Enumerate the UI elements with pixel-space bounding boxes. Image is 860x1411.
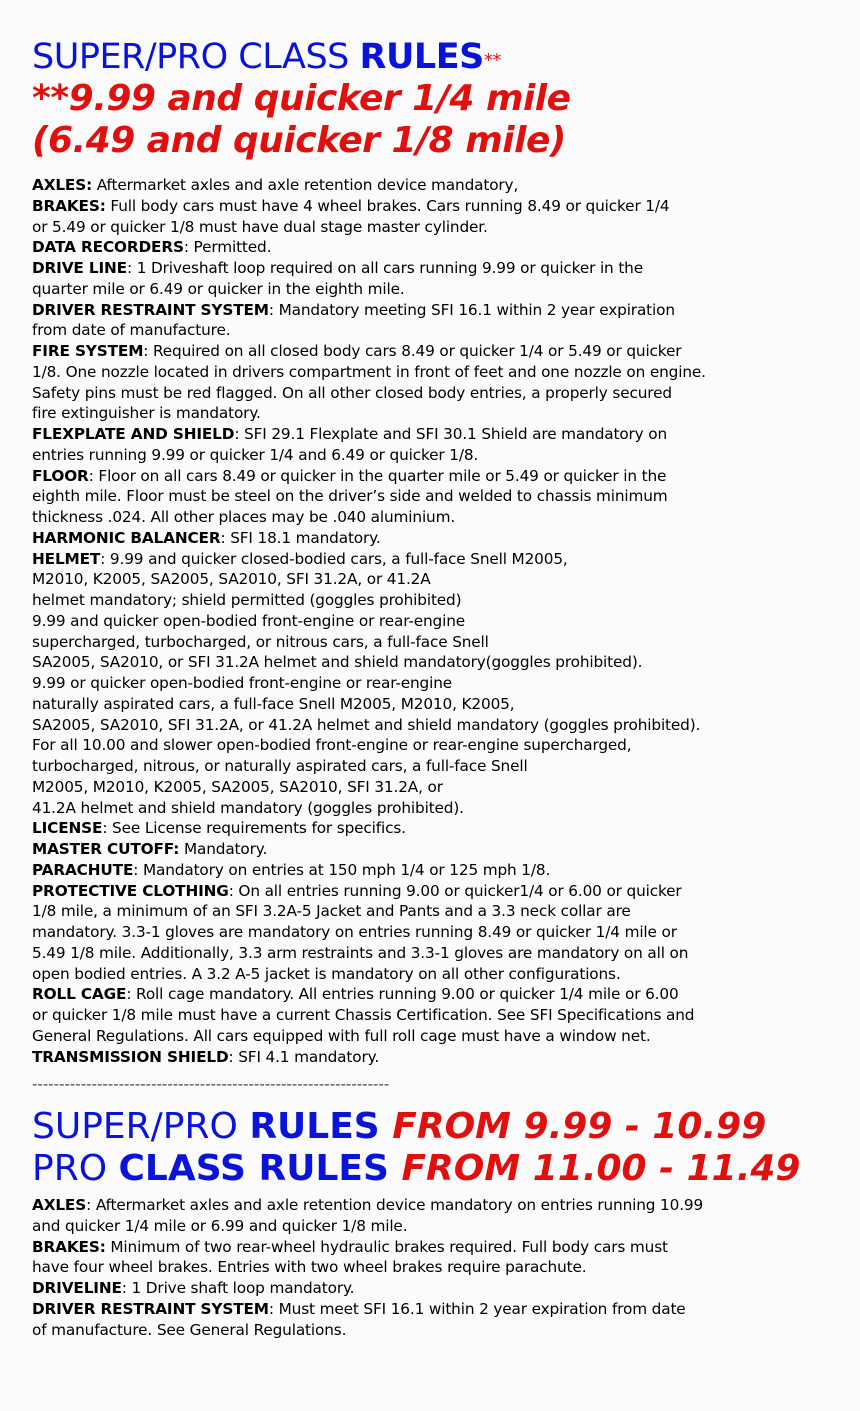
rule-label: ROLL CAGE	[32, 985, 127, 1004]
rule-text: M2010, K2005, SA2005, SA2010, SFI 31.2A, or 41.2A	[32, 570, 431, 589]
rule-line	[32, 424, 706, 445]
rule-line	[32, 922, 706, 943]
rule-label: HELMET	[32, 549, 101, 568]
rule-text: open bodied entries. A 3.2 A-5 jacket is mandatory on all other configurations.	[32, 964, 621, 983]
rule-label: DRIVELINE	[32, 1279, 122, 1297]
rule-text: or quicker 1/8 mile must have a current Chassis Certification. See SFI Specifications and	[32, 1006, 695, 1024]
rule-text: thickness .024. All other places may be .040 aluminium.	[32, 508, 456, 526]
rule-line	[32, 1299, 703, 1320]
rule-line	[32, 1005, 706, 1026]
rule-text: : 9.99 and quicker closed-bodied cars, a full-face Snell M2005,	[100, 549, 568, 568]
rule-line	[32, 1278, 703, 1299]
rule-text: have four wheel brakes. Entries with two wheel brakes require parachute.	[32, 1258, 587, 1277]
rule-line	[32, 445, 706, 466]
rule-line	[32, 881, 706, 902]
rules-list-2	[32, 1195, 703, 1340]
rule-label: AXLES:	[32, 176, 93, 194]
rule-text: : See License requirements for specifics.	[102, 819, 406, 838]
header2-line-2	[32, 1148, 800, 1190]
divider: ------------------------------------------------------------------	[32, 1075, 390, 1093]
rule-line	[32, 756, 706, 777]
rule-text: Mandatory.	[179, 840, 268, 858]
rule-text: SA2005, SA2010, SFI 31.2A, or 41.2A helmet and shield mandatory (goggles prohibited).	[32, 715, 701, 734]
rule-line	[32, 528, 706, 549]
rule-label: PARACHUTE	[32, 860, 134, 879]
rule-text: SA2005, SA2010, or SFI 31.2A helmet and shield mandatory(goggles prohibited).	[32, 653, 643, 672]
rule-line	[32, 1237, 703, 1258]
rule-line	[32, 652, 706, 673]
rule-line	[32, 300, 706, 321]
rule-text: M2005, M2010, K2005, SA2005, SA2010, SFI 31.2A, or	[32, 777, 443, 796]
rule-label: DRIVER RESTRAINT SYSTEM	[32, 300, 269, 319]
rule-line	[32, 1026, 706, 1047]
rule-line	[32, 984, 706, 1005]
header2-line2-a: PRO	[32, 1148, 119, 1189]
header-super-pro-range	[32, 1106, 800, 1190]
rule-line	[32, 839, 706, 860]
rule-label: AXLES	[32, 1196, 87, 1214]
header-line-2: **9.99 and quicker 1/4 mile	[32, 78, 571, 119]
rule-text: : Floor on all cars 8.49 or quicker in the quarter mile or 5.49 or quicker in the	[88, 466, 667, 485]
rule-text: Safety pins must be red flagged. On all other closed body entries, a properly secured	[32, 383, 672, 402]
rule-label: DRIVER RESTRAINT SYSTEM	[32, 1299, 269, 1318]
rule-line	[32, 1047, 706, 1068]
rule-text: For all 10.00 and slower open-bodied front-engine or rear-engine supercharged,	[32, 736, 632, 755]
rule-text: fire extinguisher is mandatory.	[32, 404, 261, 423]
rule-text: 5.49 1/8 mile. Additionally, 3.3 arm restraints and 3.3-1 gloves are mandatory on all on	[32, 943, 689, 962]
rule-label: FLEXPLATE AND SHIELD	[32, 425, 235, 443]
rule-text: : Aftermarket axles and axle retention device mandatory on entries running 10.99	[86, 1196, 704, 1214]
rule-line	[32, 818, 706, 839]
rule-text: turbocharged, nitrous, or naturally aspirated cars, a full-face Snell	[32, 757, 528, 775]
rule-text: naturally aspirated cars, a full-face Snell M2005, M2010, K2005,	[32, 694, 515, 713]
rule-line	[32, 943, 706, 964]
rule-line	[32, 217, 706, 238]
rule-text: 9.99 or quicker open-bodied front-engine or rear-engine	[32, 674, 453, 692]
rule-line	[32, 320, 706, 341]
rule-line	[32, 694, 706, 715]
rule-line	[32, 715, 706, 736]
rule-text: : On all entries running 9.00 or quicker1/4 or 6.00 or quicker	[228, 881, 682, 900]
rule-line	[32, 362, 706, 383]
rule-text: : Permitted.	[183, 238, 272, 257]
rule-text: helmet mandatory; shield permitted (goggles prohibited)	[32, 591, 462, 609]
rule-line	[32, 569, 706, 590]
rule-text: : SFI 18.1 mandatory.	[220, 528, 381, 547]
rule-label: BRAKES:	[32, 1237, 106, 1256]
rule-line	[32, 798, 706, 819]
rule-line	[32, 341, 706, 362]
rule-line	[32, 1257, 703, 1278]
rule-text: 9.99 and quicker open-bodied front-engine or rear-engine	[32, 611, 466, 630]
rule-text: General Regulations. All cars equipped with full roll cage must have a window net.	[32, 1026, 651, 1045]
header-super-pro-class	[32, 36, 571, 162]
rule-line	[32, 901, 706, 922]
rule-line	[32, 279, 706, 300]
rule-label: LICENSE	[32, 819, 103, 838]
header-line-1	[32, 36, 571, 78]
rule-text: eighth mile. Floor must be steel on the driver’s side and welded to chassis minimum	[32, 487, 668, 506]
rule-label: MASTER CUTOFF:	[32, 840, 180, 858]
rule-text: : SFI 4.1 mandatory.	[228, 1047, 380, 1066]
rule-text: and quicker 1/4 mile or 6.99 and quicker 1/8 mile.	[32, 1216, 408, 1235]
header-line-3: (6.49 and quicker 1/8 mile)	[32, 120, 566, 161]
header-stars: **	[483, 50, 501, 71]
header2-line1-b: RULES	[249, 1106, 380, 1147]
rule-label: TRANSMISSION SHIELD	[32, 1047, 229, 1066]
rule-label: DRIVE LINE	[32, 259, 127, 277]
rule-label: HARMONIC BALANCER	[32, 528, 221, 547]
rule-label: FLOOR	[32, 466, 89, 485]
rule-line	[32, 403, 706, 424]
rule-text: : 1 Drive shaft loop mandatory.	[121, 1279, 355, 1297]
rule-text: quarter mile or 6.49 or quicker in the eighth mile.	[32, 279, 405, 298]
rule-line	[32, 1216, 703, 1237]
rule-line	[32, 777, 706, 798]
rule-label: DATA RECORDERS	[32, 238, 184, 257]
rule-line	[32, 611, 706, 632]
rule-line	[32, 237, 706, 258]
header2-line2-c: FROM 11.00 - 11.49	[388, 1148, 801, 1189]
rule-line	[32, 673, 706, 694]
rule-text: 1/8. One nozzle located in drivers compartment in front of feet and one nozzle on engine.	[32, 362, 706, 381]
header2-line-1	[32, 1106, 800, 1148]
rule-text: : SFI 29.1 Flexplate and SFI 30.1 Shield are mandatory on	[234, 425, 668, 443]
rule-line	[32, 507, 706, 528]
rule-text: : Roll cage mandatory. All entries running 9.00 or quicker 1/4 mile or 6.00	[126, 985, 679, 1004]
rule-label: FIRE SYSTEM	[32, 342, 144, 360]
rule-text: : Must meet SFI 16.1 within 2 year expiration from date	[268, 1299, 686, 1318]
rule-line	[32, 175, 706, 196]
rule-line	[32, 632, 706, 653]
rule-text: or 5.49 or quicker 1/8 must have dual stage master cylinder.	[32, 217, 488, 236]
rule-line	[32, 1195, 703, 1216]
header2-line1-c: FROM 9.99 - 10.99	[379, 1106, 767, 1147]
rule-line	[32, 466, 706, 487]
rule-text: from date of manufacture.	[32, 321, 231, 340]
rule-label: PROTECTIVE CLOTHING	[32, 881, 229, 900]
rule-line	[32, 964, 706, 985]
rule-label: BRAKES:	[32, 196, 106, 215]
rule-text: entries running 9.99 or quicker 1/4 and 6.49 or quicker 1/8.	[32, 445, 479, 464]
rule-line	[32, 860, 706, 881]
rule-line	[32, 735, 706, 756]
header2-line1-a: SUPER/PRO	[32, 1106, 250, 1147]
rule-text: 1/8 mile, a minimum of an SFI 3.2A-5 Jacket and Pants and a 3.3 neck collar are	[32, 902, 631, 921]
rule-text: : Mandatory on entries at 150 mph 1/4 or 125 mph 1/8.	[133, 860, 551, 879]
rule-line	[32, 1320, 703, 1341]
rule-text: mandatory. 3.3-1 gloves are mandatory on entries running 8.49 or quicker 1/4 mile or	[32, 923, 677, 941]
rule-text: : Mandatory meeting SFI 16.1 within 2 year expiration	[268, 300, 675, 319]
header-title-b: RULES	[359, 37, 484, 77]
rule-text: 41.2A helmet and shield mandatory (goggles prohibited).	[32, 798, 464, 817]
rule-text: : Required on all closed body cars 8.49 or quicker 1/4 or 5.49 or quicker	[143, 342, 682, 360]
header-title-a: SUPER/PRO CLASS	[32, 37, 360, 77]
rule-line	[32, 383, 706, 404]
rule-text: of manufacture. See General Regulations.	[32, 1320, 347, 1339]
rule-text: supercharged, turbocharged, or nitrous cars, a full-face Snell	[32, 632, 489, 651]
rule-text: Minimum of two rear-wheel hydraulic brakes required. Full body cars must	[105, 1237, 668, 1256]
rules-list-1	[32, 175, 706, 1067]
rule-line	[32, 258, 706, 279]
rule-line	[32, 549, 706, 570]
rule-text: : 1 Driveshaft loop required on all cars running 9.99 or quicker in the	[126, 259, 643, 277]
header2-line2-b: CLASS RULES	[118, 1148, 389, 1189]
rule-line	[32, 486, 706, 507]
rule-line	[32, 196, 706, 217]
rule-text: Full body cars must have 4 wheel brakes. Cars running 8.49 or quicker 1/4	[105, 196, 670, 215]
rule-line	[32, 590, 706, 611]
rule-text: Aftermarket axles and axle retention device mandatory,	[92, 176, 519, 194]
